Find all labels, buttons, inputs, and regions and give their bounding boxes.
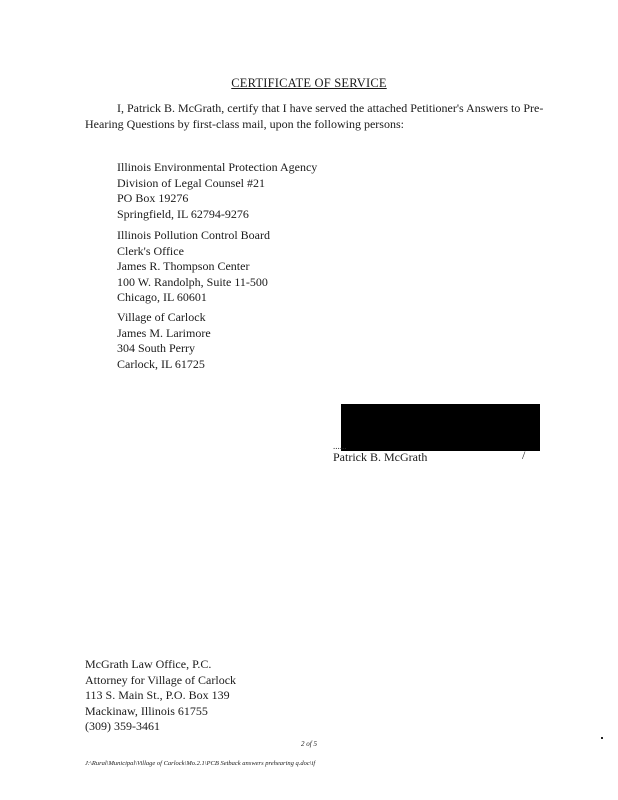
signature-mark: /: [522, 448, 526, 462]
address-line: PO Box 19276: [117, 191, 189, 205]
firm-line: Attorney for Village of Carlock: [85, 672, 237, 687]
certification-paragraph: I, Patrick B. McGrath, certify that I have served the attached Petitioner's Answers to Pre-Hearing Questions by first-class mail, upon the following persons:: [85, 101, 544, 131]
recipient-address-pcb: [117, 228, 270, 306]
signatory-name: Patrick B. McGrath: [333, 450, 428, 464]
firm-line: (309) 359-3461: [85, 719, 160, 733]
address-line: Chicago, IL 60601: [117, 290, 207, 304]
file-path-footer: J:\Rural\Municipal\Village of Carlock\Mo.2.1\PCB Setback answers prehearing q.doc\if: [85, 760, 316, 767]
firm-line: 113 S. Main St., P.O. Box 139: [85, 688, 230, 702]
address-line: Division of Legal Counsel #21: [117, 175, 265, 190]
page-number: 2 of 5: [301, 740, 317, 748]
address-line: 304 South Perry: [117, 341, 195, 355]
address-line: Clerk's Office: [117, 243, 184, 258]
address-line: James M. Larimore: [117, 325, 211, 340]
address-line: Illinois Pollution Control Board: [117, 228, 271, 242]
address-line: Springfield, IL 62794-9276: [117, 206, 249, 221]
scan-speck: [601, 737, 603, 739]
address-line: Village of Carlock: [117, 310, 206, 324]
recipient-address-epa: [117, 160, 317, 222]
firm-line: McGrath Law Office, P.C.: [85, 657, 212, 671]
signature-redaction: [341, 404, 540, 451]
firm-address-block: [85, 657, 236, 735]
document-title: CERTIFICATE OF SERVICE: [231, 76, 387, 90]
address-line: Illinois Environmental Protection Agency: [117, 160, 318, 174]
firm-line: Mackinaw, Illinois 61755: [85, 703, 208, 718]
address-line: Carlock, IL 61725: [117, 356, 205, 371]
address-line: James R. Thompson Center: [117, 259, 250, 273]
signature-line: ......: [333, 441, 347, 451]
recipient-address-village: [117, 310, 211, 372]
address-line: 100 W. Randolph, Suite 11-500: [117, 274, 268, 289]
